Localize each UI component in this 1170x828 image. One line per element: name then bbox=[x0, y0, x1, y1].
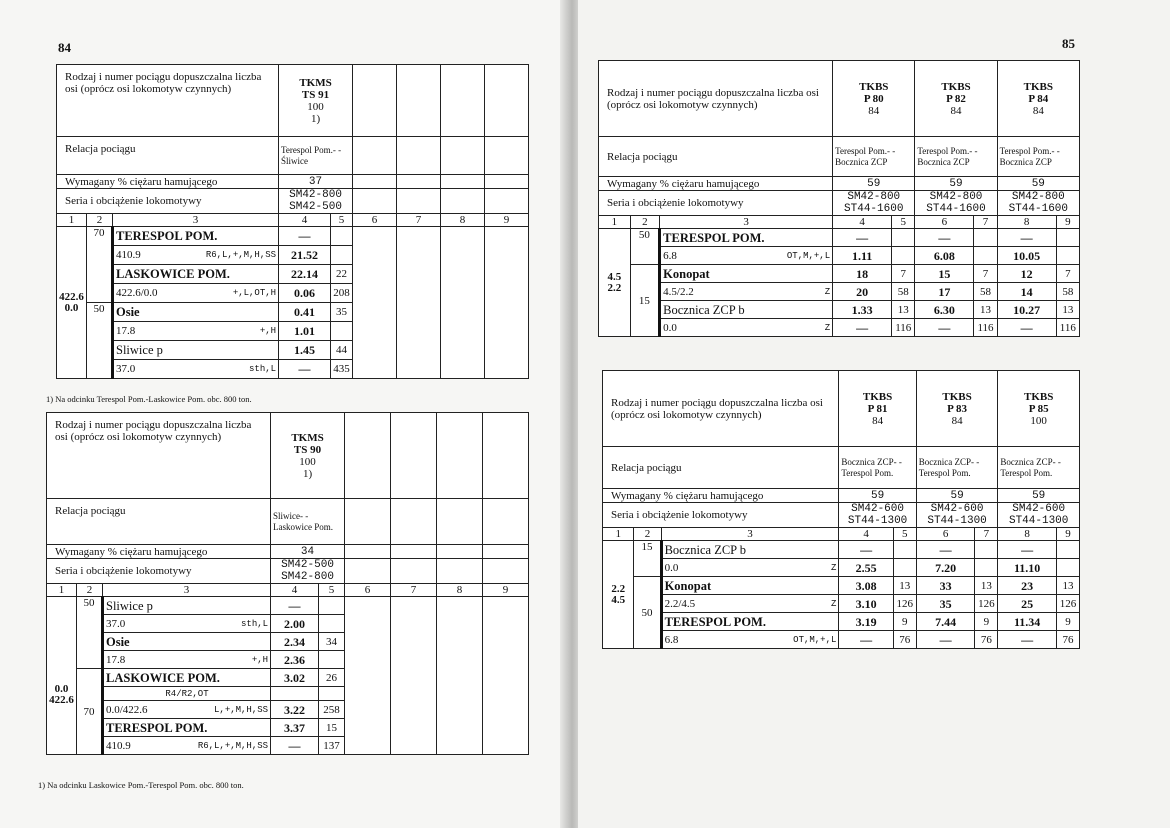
station-km: 37.0 sth,L bbox=[113, 360, 279, 379]
time: 3.10 bbox=[839, 595, 893, 613]
train-header-label: Rodzaj i numer pociągu dopuszczalna liczba osi (oprócz osi lokomotyw czynnych) bbox=[47, 413, 271, 499]
speed: 15 bbox=[634, 541, 661, 577]
loco-label: Seria i obciążenie lokomotywy bbox=[603, 503, 839, 528]
time: 7.20 bbox=[916, 559, 975, 577]
col-num: 3 bbox=[660, 216, 833, 229]
time: — bbox=[915, 229, 974, 247]
col-num: 8 bbox=[441, 214, 485, 227]
run-dist: 116 bbox=[1056, 319, 1079, 337]
col-num: 8 bbox=[997, 216, 1056, 229]
departure-time: 1.01 bbox=[279, 322, 331, 341]
departure-time: — bbox=[279, 360, 331, 379]
time: 3.19 bbox=[839, 613, 893, 631]
loco-label: Seria i obciążenie lokomotywy bbox=[57, 189, 279, 214]
run-dist: 126 bbox=[1056, 595, 1079, 613]
arrival-time: 0.41 bbox=[279, 303, 331, 322]
arrival-time: 1.45 bbox=[279, 341, 331, 360]
run-dist: 126 bbox=[893, 595, 916, 613]
loco-label: Seria i obciążenie lokomotywy bbox=[599, 191, 833, 216]
gradient: 2.2 4.5 bbox=[603, 541, 634, 649]
time: 11.34 bbox=[998, 613, 1057, 631]
run-time: 9 bbox=[1056, 613, 1079, 631]
station-km: 17.8 +,H bbox=[113, 322, 279, 341]
station-km: 6.8 OT,M,+,L bbox=[661, 631, 839, 649]
relation-value: Terespol Pom.- - Bocznica ZCP bbox=[915, 137, 997, 177]
timetable-p80-p84 bbox=[598, 60, 1080, 337]
col-num: 8 bbox=[998, 528, 1057, 541]
run-time: 13 bbox=[974, 301, 997, 319]
departure-time: 2.00 bbox=[271, 615, 319, 633]
run-dist: 258 bbox=[319, 701, 345, 719]
brake-value: 59 bbox=[915, 177, 997, 191]
time: — bbox=[997, 319, 1056, 337]
loco-value: SM42-600 ST44-1300 bbox=[839, 503, 916, 528]
timetable-p81-p85 bbox=[602, 370, 1080, 649]
station-name: TERESPOL POM. bbox=[661, 613, 839, 631]
station-name: Konopat bbox=[660, 265, 833, 283]
loco-label: Seria i obciążenie lokomotywy bbox=[47, 559, 271, 584]
time: 7.44 bbox=[916, 613, 975, 631]
col-num: 9 bbox=[483, 584, 529, 597]
run-time: 34 bbox=[319, 633, 345, 651]
relation-label: Relacja pociągu bbox=[603, 447, 839, 489]
col-num: 1 bbox=[47, 584, 77, 597]
station-km: 0.0 Z bbox=[660, 319, 833, 337]
time: 17 bbox=[915, 283, 974, 301]
col-num: 7 bbox=[397, 214, 441, 227]
col-num: 1 bbox=[57, 214, 87, 227]
train-header-label: Rodzaj i numer pociągu dopuszczalna liczba osi (oprócz osi lokomotyw czynnych) bbox=[57, 65, 279, 137]
col-num: 2 bbox=[87, 214, 113, 227]
run-dist: 76 bbox=[975, 631, 998, 649]
station-km: 37.0 sth,L bbox=[103, 615, 271, 633]
col-num: 6 bbox=[915, 216, 974, 229]
station-km: 0.0 Z bbox=[661, 559, 839, 577]
left-page bbox=[0, 0, 578, 828]
col-num: 7 bbox=[391, 584, 437, 597]
run-time: 35 bbox=[331, 303, 353, 322]
speed: 70 bbox=[77, 669, 103, 755]
col-num: 5 bbox=[893, 528, 916, 541]
departure-time: 0.06 bbox=[279, 284, 331, 303]
col-num: 3 bbox=[113, 214, 279, 227]
station-name: Bocznica ZCP b bbox=[661, 541, 839, 559]
timetable-ts91 bbox=[56, 64, 529, 379]
col-num: 5 bbox=[892, 216, 915, 229]
col-num: 5 bbox=[319, 584, 345, 597]
time: 11.10 bbox=[998, 559, 1057, 577]
station-km: 6.8 OT,M,+,L bbox=[660, 247, 833, 265]
train-column: TKBS P 81 84 bbox=[839, 371, 916, 447]
loco-value: SM42-500 SM42-800 bbox=[271, 559, 345, 584]
run-time: 13 bbox=[892, 301, 915, 319]
loco-value: SM42-800 ST44-1600 bbox=[833, 191, 915, 216]
run-dist: 58 bbox=[1056, 283, 1079, 301]
station-km: 4.5/2.2 Z bbox=[660, 283, 833, 301]
col-num: 9 bbox=[485, 214, 529, 227]
time: 35 bbox=[916, 595, 975, 613]
brake-label: Wymagany % ciężaru hamującego bbox=[47, 545, 271, 559]
station-name: Bocznica ZCP b bbox=[660, 301, 833, 319]
brake-label: Wymagany % ciężaru hamującego bbox=[603, 489, 839, 503]
speed: 50 bbox=[630, 229, 660, 265]
timetable-ts90 bbox=[46, 412, 529, 755]
station-name: Sliwice p bbox=[113, 341, 279, 360]
loco-value: SM42-600 ST44-1300 bbox=[916, 503, 998, 528]
right-page bbox=[578, 0, 1170, 828]
run-time: 7 bbox=[974, 265, 997, 283]
arrival-time: — bbox=[271, 597, 319, 615]
relation-value: Terespol Pom.- - Śliwice bbox=[279, 137, 353, 175]
time: — bbox=[998, 631, 1057, 649]
time: 20 bbox=[833, 283, 892, 301]
time: 23 bbox=[998, 577, 1057, 595]
station-name: Osie bbox=[113, 303, 279, 322]
gradient: 422.6 0.0 bbox=[57, 227, 87, 379]
run-time: 9 bbox=[975, 613, 998, 631]
run-dist: 126 bbox=[975, 595, 998, 613]
brake-value: 59 bbox=[839, 489, 916, 503]
arrival-time: 3.02 bbox=[271, 669, 319, 687]
station-name: LASKOWICE POM. bbox=[113, 265, 279, 284]
run-dist: 76 bbox=[1056, 631, 1079, 649]
time: 6.08 bbox=[915, 247, 974, 265]
loco-value: SM42-800 ST44-1600 bbox=[997, 191, 1079, 216]
col-num: 2 bbox=[630, 216, 660, 229]
run-time: 13 bbox=[893, 577, 916, 595]
loco-value: SM42-800 ST44-1600 bbox=[915, 191, 997, 216]
station-name: Sliwice p bbox=[103, 597, 271, 615]
time: 25 bbox=[998, 595, 1057, 613]
col-num: 3 bbox=[103, 584, 271, 597]
time: 10.05 bbox=[997, 247, 1056, 265]
col-num: 7 bbox=[974, 216, 997, 229]
brake-label: Wymagany % ciężaru hamującego bbox=[599, 177, 833, 191]
col-num: 8 bbox=[437, 584, 483, 597]
time: 12 bbox=[997, 265, 1056, 283]
station-name: TERESPOL POM. bbox=[103, 719, 271, 737]
run-time: 44 bbox=[331, 341, 353, 360]
relation-label: Relacja pociągu bbox=[47, 499, 271, 545]
relation-value: Bocznica ZCP- - Terespol Pom. bbox=[839, 447, 916, 489]
brake-value: 37 bbox=[279, 175, 353, 189]
time: 15 bbox=[915, 265, 974, 283]
station-km: 2.2/4.5 Z bbox=[661, 595, 839, 613]
station-km: 0.0/422.6 L,+,M,H,SS bbox=[103, 701, 271, 719]
run-time: 15 bbox=[319, 719, 345, 737]
station-name: TERESPOL POM. bbox=[660, 229, 833, 247]
time: — bbox=[839, 541, 893, 559]
gradient: 0.0 422.6 bbox=[47, 597, 77, 755]
page-number: 85 bbox=[1062, 36, 1075, 51]
time: — bbox=[998, 541, 1057, 559]
col-num: 9 bbox=[1056, 528, 1079, 541]
station-name: Osie bbox=[103, 633, 271, 651]
brake-label: Wymagany % ciężaru hamującego bbox=[57, 175, 279, 189]
train-header-label: Rodzaj i numer pociągu dopuszczalna liczba osi (oprócz osi lokomotyw czynnych) bbox=[599, 61, 833, 137]
time: 2.55 bbox=[839, 559, 893, 577]
train-column: TKBS P 84 84 bbox=[997, 61, 1079, 137]
departure-time: 21.52 bbox=[279, 246, 331, 265]
run-time: 13 bbox=[1056, 301, 1079, 319]
station-flags: R4/R2,OT bbox=[103, 687, 271, 701]
run-dist: 76 bbox=[893, 631, 916, 649]
station-name: LASKOWICE POM. bbox=[103, 669, 271, 687]
col-num: 4 bbox=[271, 584, 319, 597]
train-column: TKBS P 85 100 bbox=[998, 371, 1080, 447]
relation-value: Sliwice- - Laskowice Pom. bbox=[271, 499, 345, 545]
footnote: 1) Na odcinku Laskowice Pom.-Terespol Pom. obc. 800 ton. bbox=[38, 780, 244, 790]
col-num: 4 bbox=[833, 216, 892, 229]
station-name: Konopat bbox=[661, 577, 839, 595]
arrival-time: 22.14 bbox=[279, 265, 331, 284]
relation-label: Relacja pociągu bbox=[599, 137, 833, 177]
col-num: 6 bbox=[353, 214, 397, 227]
time: 10.27 bbox=[997, 301, 1056, 319]
time: — bbox=[839, 631, 893, 649]
brake-value: 59 bbox=[833, 177, 915, 191]
run-dist: 58 bbox=[892, 283, 915, 301]
run-time: 7 bbox=[1056, 265, 1079, 283]
time: — bbox=[833, 229, 892, 247]
run-time: 22 bbox=[331, 265, 353, 284]
run-time: 7 bbox=[892, 265, 915, 283]
footnote: 1) Na odcinku Terespol Pom.-Laskowice Pom. obc. 800 ton. bbox=[46, 394, 252, 404]
speed: 15 bbox=[630, 265, 660, 337]
run-dist: 116 bbox=[892, 319, 915, 337]
time: 33 bbox=[916, 577, 975, 595]
time: 6.30 bbox=[915, 301, 974, 319]
time: — bbox=[916, 541, 975, 559]
gradient: 4.5 2.2 bbox=[599, 229, 631, 337]
run-dist: 435 bbox=[331, 360, 353, 379]
time: — bbox=[997, 229, 1056, 247]
time: — bbox=[833, 319, 892, 337]
speed: 70 bbox=[87, 227, 113, 303]
train-column: TKBS P 80 84 bbox=[833, 61, 915, 137]
speed: 50 bbox=[87, 303, 113, 379]
brake-value: 59 bbox=[916, 489, 998, 503]
relation-value: Terespol Pom.- - Bocznica ZCP bbox=[997, 137, 1079, 177]
time: 14 bbox=[997, 283, 1056, 301]
run-dist: 116 bbox=[974, 319, 997, 337]
run-time: 26 bbox=[319, 669, 345, 687]
departure-time: — bbox=[271, 737, 319, 755]
station-km: 17.8 +,H bbox=[103, 651, 271, 669]
col-num: 2 bbox=[77, 584, 103, 597]
relation-value: Terespol Pom.- - Bocznica ZCP bbox=[833, 137, 915, 177]
arrival-time: — bbox=[279, 227, 331, 246]
brake-value: 59 bbox=[997, 177, 1079, 191]
train-column-ts90: TKMS TS 90 100 1) bbox=[271, 413, 345, 499]
train-column-ts91: TKMS TS 91 100 1) bbox=[279, 65, 353, 137]
station-km: 422.6/0.0 +,L,OT,H bbox=[113, 284, 279, 303]
run-dist: 137 bbox=[319, 737, 345, 755]
col-num: 3 bbox=[661, 528, 839, 541]
speed: 50 bbox=[77, 597, 103, 669]
col-num: 1 bbox=[599, 216, 631, 229]
train-column: TKBS P 82 84 bbox=[915, 61, 997, 137]
run-dist: 208 bbox=[331, 284, 353, 303]
col-num: 9 bbox=[1056, 216, 1079, 229]
time: 3.08 bbox=[839, 577, 893, 595]
col-num: 4 bbox=[839, 528, 893, 541]
col-num: 1 bbox=[603, 528, 634, 541]
run-time: 9 bbox=[893, 613, 916, 631]
time: — bbox=[915, 319, 974, 337]
brake-value: 59 bbox=[998, 489, 1080, 503]
time: — bbox=[916, 631, 975, 649]
run-time: 13 bbox=[975, 577, 998, 595]
time: 18 bbox=[833, 265, 892, 283]
time: 1.11 bbox=[833, 247, 892, 265]
page-number: 84 bbox=[58, 40, 71, 55]
brake-value: 34 bbox=[271, 545, 345, 559]
station-km: 410.9 R6,L,+,M,H,SS bbox=[103, 737, 271, 755]
col-num: 2 bbox=[634, 528, 661, 541]
loco-value: SM42-800 SM42-500 bbox=[279, 189, 353, 214]
run-time: 13 bbox=[1056, 577, 1079, 595]
col-num: 6 bbox=[345, 584, 391, 597]
station-name: TERESPOL POM. bbox=[113, 227, 279, 246]
col-num: 4 bbox=[279, 214, 331, 227]
departure-time: 3.22 bbox=[271, 701, 319, 719]
departure-time: 2.36 bbox=[271, 651, 319, 669]
speed: 50 bbox=[634, 577, 661, 649]
loco-value: SM42-600 ST44-1300 bbox=[998, 503, 1080, 528]
relation-value: Bocznica ZCP- - Terespol Pom. bbox=[916, 447, 998, 489]
arrival-time: 2.34 bbox=[271, 633, 319, 651]
station-km: 410.9 R6,L,+,M,H,SS bbox=[113, 246, 279, 265]
relation-value: Bocznica ZCP- - Terespol Pom. bbox=[998, 447, 1080, 489]
train-column: TKBS P 83 84 bbox=[916, 371, 998, 447]
col-num: 6 bbox=[916, 528, 975, 541]
time: 1.33 bbox=[833, 301, 892, 319]
col-num: 7 bbox=[975, 528, 998, 541]
col-num: 5 bbox=[331, 214, 353, 227]
train-header-label: Rodzaj i numer pociągu dopuszczalna liczba osi (oprócz osi lokomotyw czynnych) bbox=[603, 371, 839, 447]
relation-label: Relacja pociągu bbox=[57, 137, 279, 175]
arrival-time: 3.37 bbox=[271, 719, 319, 737]
run-dist: 58 bbox=[974, 283, 997, 301]
